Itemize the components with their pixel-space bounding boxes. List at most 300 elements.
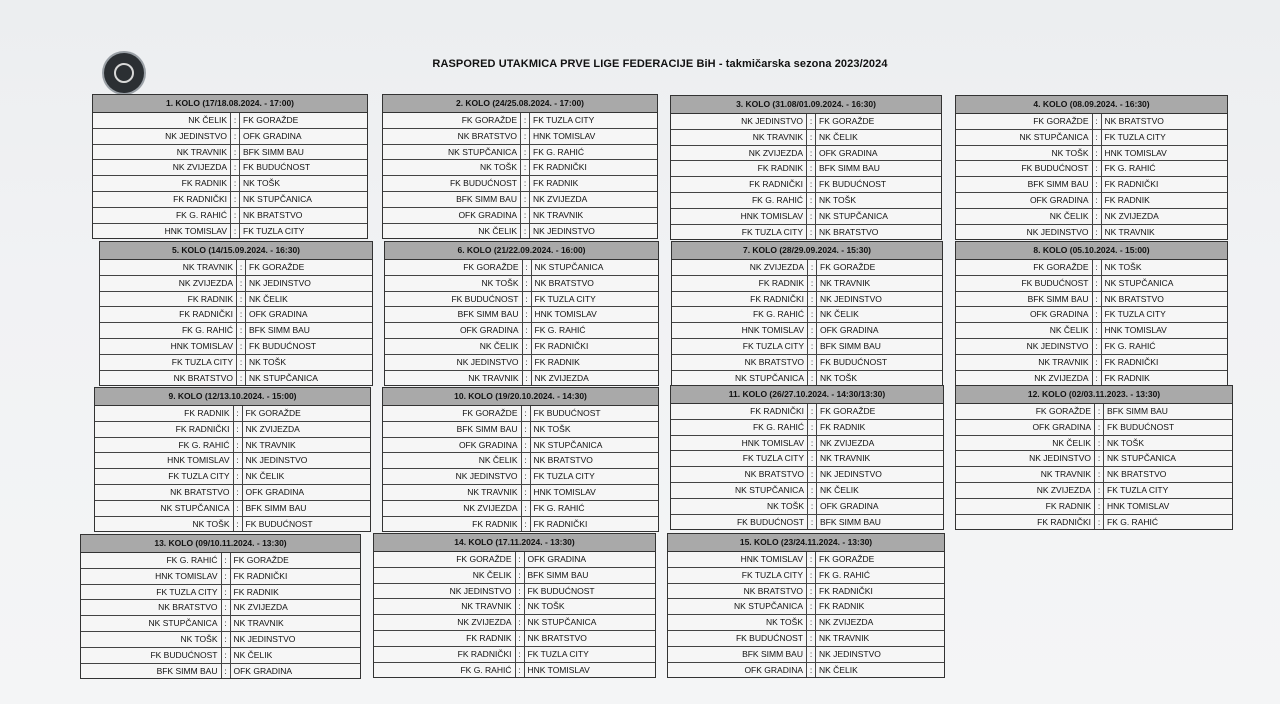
- away-team: FK TUZLA CITY: [1104, 309, 1166, 320]
- match-separator: :: [520, 176, 530, 191]
- away-team: BFK SIMM BAU: [249, 325, 310, 336]
- match-row: [93, 145, 367, 161]
- home-team: HNK TOMISLAV: [741, 325, 804, 336]
- away-team: FK RADNIK: [1104, 194, 1150, 205]
- away-team: NK JEDINSTVO: [533, 225, 595, 236]
- match-row: [671, 193, 941, 209]
- match-row: [93, 224, 367, 239]
- match-row: [671, 146, 941, 162]
- away-team: NK TRAVNIK: [245, 439, 296, 450]
- match-row: [93, 129, 367, 145]
- round-table: [382, 94, 658, 239]
- home-team: NK ČELIK: [479, 340, 519, 351]
- match-row: [374, 663, 655, 678]
- match-row: [956, 177, 1227, 193]
- match-separator: :: [233, 406, 243, 421]
- match-row: [383, 485, 658, 501]
- match-row: [671, 161, 941, 177]
- home-team: NK TOŠK: [481, 277, 519, 288]
- match-separator: :: [1092, 193, 1102, 208]
- match-separator: :: [236, 355, 246, 370]
- match-row: [95, 501, 370, 517]
- home-team: FK TUZLA CITY: [156, 586, 218, 597]
- home-team: FK TUZLA CITY: [742, 453, 804, 464]
- away-team: NK TRAVNIK: [820, 453, 871, 464]
- away-team: FK RADNIK: [533, 178, 579, 189]
- away-team: NK TOŠK: [249, 356, 287, 367]
- match-row: [671, 420, 943, 436]
- match-separator: :: [520, 145, 530, 160]
- home-team: NK ČELIK: [1049, 210, 1089, 221]
- round-header: 14. KOLO (17.11.2024. - 13:30): [374, 534, 655, 552]
- away-team: FK G. RAHIĆ: [533, 502, 585, 513]
- home-team: NK TOŠK: [180, 633, 218, 644]
- match-row: [93, 113, 367, 129]
- match-separator: :: [520, 224, 530, 239]
- away-team: NK TRAVNIK: [233, 618, 284, 629]
- away-team: NK STUPČANICA: [1107, 453, 1176, 464]
- match-separator: :: [806, 584, 816, 599]
- match-separator: :: [521, 501, 531, 516]
- home-team: NK TOŠK: [479, 162, 517, 173]
- away-team: OFK GRADINA: [243, 130, 302, 141]
- match-separator: :: [1092, 339, 1102, 354]
- match-separator: :: [521, 406, 531, 421]
- match-row: [383, 192, 657, 208]
- match-row: [671, 451, 943, 467]
- match-row: [668, 552, 944, 568]
- home-team: OFK GRADINA: [1029, 194, 1089, 205]
- away-team: HNK TOMISLAV: [533, 130, 596, 141]
- match-separator: :: [221, 664, 231, 679]
- away-team: FK GORAŽDE: [819, 554, 875, 564]
- match-row: [100, 307, 372, 323]
- match-row: [672, 339, 942, 355]
- match-separator: :: [221, 569, 231, 584]
- home-team: NK JEDINSTVO: [455, 471, 518, 482]
- away-team: NK JEDINSTVO: [820, 469, 882, 480]
- match-separator: :: [221, 648, 231, 663]
- away-team: NK STUPČANICA: [1104, 277, 1174, 288]
- match-separator: :: [230, 113, 240, 128]
- home-team: BFK SIMM BAU: [457, 309, 519, 320]
- match-separator: :: [236, 323, 246, 338]
- match-separator: :: [515, 568, 525, 583]
- away-team: NK TOŠK: [1107, 437, 1145, 448]
- home-team: HNK TOMISLAV: [170, 340, 233, 351]
- away-team: NK BRATSTVO: [527, 632, 587, 643]
- match-separator: :: [1094, 404, 1104, 419]
- away-team: NK JEDINSTVO: [249, 277, 311, 288]
- home-team: FK BUDUĆNOST: [449, 178, 517, 189]
- home-team: NK STUPČANICA: [735, 484, 804, 495]
- home-team: FK RADNIČKI: [749, 179, 803, 190]
- home-team: NK ZVIJEZDA: [178, 277, 233, 288]
- match-separator: :: [806, 130, 816, 145]
- match-row: [671, 404, 943, 420]
- match-separator: :: [807, 355, 817, 370]
- away-team: FK RADNIČKI: [233, 570, 288, 581]
- match-separator: :: [807, 260, 817, 275]
- away-team: FK TUZLA CITY: [243, 225, 305, 236]
- round-table: [671, 241, 943, 386]
- match-row: [374, 599, 655, 615]
- match-separator: :: [515, 599, 525, 614]
- match-row: [385, 260, 658, 276]
- match-separator: :: [515, 631, 525, 646]
- away-team: FK RADNIK: [534, 356, 580, 367]
- match-separator: :: [806, 663, 816, 678]
- match-row: [383, 517, 658, 532]
- home-team: FK RADNIK: [758, 277, 804, 288]
- match-separator: :: [230, 176, 240, 191]
- match-separator: :: [522, 323, 532, 338]
- home-team: FK BUDUĆNOST: [1021, 277, 1089, 288]
- away-team: FK RADNIK: [1104, 372, 1150, 383]
- match-row: [100, 371, 372, 386]
- match-row: [671, 436, 943, 452]
- away-team: FK GORAŽDE: [233, 555, 289, 565]
- match-separator: :: [522, 307, 532, 322]
- away-team: FK RADNIK: [819, 601, 865, 612]
- home-team: NK ČELIK: [478, 455, 518, 466]
- match-separator: :: [807, 436, 817, 451]
- match-row: [374, 552, 655, 568]
- home-team: NK ČELIK: [1049, 325, 1089, 336]
- away-team: NK STUPČANICA: [243, 193, 312, 204]
- home-team: NK ZVIJEZDA: [1036, 484, 1091, 495]
- match-separator: :: [230, 208, 240, 223]
- match-separator: :: [221, 600, 231, 615]
- home-team: NK TRAVNIK: [752, 131, 803, 142]
- match-separator: :: [807, 499, 817, 514]
- match-separator: :: [1092, 161, 1102, 176]
- home-team: BFK SIMM BAU: [1027, 179, 1089, 190]
- away-team: BFK SIMM BAU: [1107, 406, 1168, 416]
- home-team: NK BRATSTVO: [744, 469, 804, 480]
- match-row: [383, 422, 658, 438]
- match-row: [668, 568, 944, 584]
- match-row: [956, 209, 1227, 225]
- home-team: NK STUPČANICA: [448, 146, 517, 157]
- home-team: FK BUDUĆNOST: [150, 649, 218, 660]
- match-separator: :: [521, 485, 531, 500]
- match-row: [100, 339, 372, 355]
- away-team: NK TOŠK: [1104, 262, 1142, 272]
- away-team: NK ČELIK: [233, 649, 273, 660]
- match-row: [956, 404, 1232, 420]
- home-team: BFK SIMM BAU: [456, 423, 518, 434]
- home-team: FK BUDUĆNOST: [451, 293, 519, 304]
- match-separator: :: [233, 422, 243, 437]
- home-team: NK BRATSTVO: [158, 602, 218, 613]
- match-separator: :: [807, 339, 817, 354]
- home-team: NK STUPČANICA: [1019, 131, 1089, 142]
- home-team: NK STUPČANICA: [735, 372, 804, 383]
- match-separator: :: [1092, 177, 1102, 192]
- match-separator: :: [806, 631, 816, 646]
- away-team: NK BRATSTVO: [1104, 293, 1164, 304]
- home-team: NK TRAVNIK: [461, 601, 512, 612]
- match-row: [956, 420, 1232, 436]
- home-team: FK RADNIK: [184, 408, 230, 418]
- away-team: BFK SIMM BAU: [527, 569, 589, 580]
- match-separator: :: [806, 161, 816, 176]
- home-team: FK G. RAHIĆ: [175, 209, 227, 220]
- home-team: NK TOŠK: [765, 617, 803, 628]
- match-separator: :: [807, 467, 817, 482]
- away-team: NK ČELIK: [819, 664, 858, 675]
- match-row: [956, 193, 1227, 209]
- away-team: BFK SIMM BAU: [820, 516, 881, 527]
- away-team: FK GORAŽDE: [820, 262, 876, 272]
- home-team: FK GORAŽDE: [456, 554, 512, 564]
- match-row: [93, 192, 367, 208]
- match-separator: :: [221, 616, 231, 631]
- match-row: [956, 260, 1227, 276]
- match-separator: :: [1094, 515, 1104, 530]
- round-header: 9. KOLO (12/13.10.2024. - 15:00): [95, 388, 370, 406]
- match-row: [668, 663, 944, 678]
- match-row: [95, 485, 370, 501]
- home-team: NK JEDINSTVO: [456, 356, 519, 367]
- away-team: NK ZVIJEZDA: [819, 617, 874, 628]
- match-row: [383, 160, 657, 176]
- home-team: FK RADNIČKI: [179, 309, 233, 320]
- match-separator: :: [1094, 499, 1104, 514]
- away-team: HNK TOMISLAV: [1104, 147, 1167, 158]
- match-separator: :: [807, 483, 817, 498]
- home-team: OFK GRADINA: [1029, 309, 1089, 320]
- match-separator: :: [515, 615, 525, 630]
- match-separator: :: [806, 599, 816, 614]
- home-team: FK GORAŽDE: [1035, 406, 1091, 416]
- away-team: NK TRAVNIK: [819, 632, 870, 643]
- match-row: [383, 129, 657, 145]
- match-row: [100, 276, 372, 292]
- away-team: BFK SIMM BAU: [245, 502, 307, 513]
- away-team: FK TUZLA CITY: [527, 648, 589, 659]
- match-row: [668, 599, 944, 615]
- match-separator: :: [1092, 355, 1102, 370]
- home-team: OFK GRADINA: [744, 664, 803, 675]
- match-separator: :: [221, 632, 231, 647]
- away-team: FK RADNIK: [233, 586, 279, 597]
- round-header: 12. KOLO (02/03.11.2023. - 13:30): [956, 386, 1232, 404]
- match-separator: :: [515, 647, 525, 662]
- match-separator: :: [807, 292, 817, 307]
- match-separator: :: [522, 276, 532, 291]
- away-team: FK BUDUĆNOST: [243, 162, 311, 173]
- match-row: [93, 176, 367, 192]
- home-team: NK BRATSTVO: [457, 130, 517, 141]
- match-row: [671, 499, 943, 515]
- match-row: [672, 307, 942, 323]
- home-team: BFK SIMM BAU: [156, 665, 218, 676]
- home-team: NK TRAVNIK: [1038, 356, 1089, 367]
- away-team: OFK GRADINA: [527, 554, 587, 564]
- home-team: NK STUPČANICA: [160, 502, 230, 513]
- away-team: FK BUDUĆNOST: [1107, 421, 1175, 432]
- home-team: NK ZVIJEZDA: [748, 147, 803, 158]
- away-team: NK BRATSTVO: [534, 277, 594, 288]
- away-team: HNK TOMISLAV: [527, 664, 590, 675]
- match-row: [956, 323, 1227, 339]
- match-row: [81, 648, 360, 664]
- match-separator: :: [1092, 114, 1102, 129]
- match-row: [100, 260, 372, 276]
- home-team: FK GORAŽDE: [463, 262, 519, 272]
- match-separator: :: [221, 585, 231, 600]
- match-row: [81, 569, 360, 585]
- away-team: FK BUDUĆNOST: [533, 408, 601, 418]
- round-header: 4. KOLO (08.09.2024. - 16:30): [956, 96, 1227, 114]
- away-team: NK ZVIJEZDA: [533, 193, 588, 204]
- match-row: [95, 453, 370, 469]
- round-header: 1. KOLO (17/18.08.2024. - 17:00): [93, 95, 367, 113]
- away-team: FK TUZLA CITY: [1104, 131, 1166, 142]
- match-separator: :: [806, 114, 816, 129]
- match-separator: :: [1092, 371, 1102, 386]
- home-team: NK TOŠK: [766, 500, 804, 511]
- away-team: BFK SIMM BAU: [243, 146, 304, 157]
- match-row: [956, 146, 1227, 162]
- match-row: [374, 631, 655, 647]
- match-row: [374, 615, 655, 631]
- away-team: NK ZVIJEZDA: [534, 372, 589, 383]
- home-team: HNK TOMISLAV: [167, 455, 230, 466]
- match-row: [671, 515, 943, 530]
- home-team: HNK TOMISLAV: [155, 570, 218, 581]
- match-row: [383, 224, 657, 239]
- away-team: NK TRAVNIK: [533, 209, 584, 220]
- home-team: OFK GRADINA: [458, 209, 517, 220]
- match-separator: :: [515, 584, 525, 599]
- home-team: FK G. RAHIĆ: [460, 664, 512, 675]
- home-team: NK ČELIK: [1052, 437, 1091, 448]
- home-team: FK BUDUĆNOST: [736, 516, 804, 527]
- away-team: FK RADNIČKI: [533, 162, 587, 173]
- home-team: FK G. RAHIĆ: [166, 555, 218, 565]
- away-team: NK STUPČANICA: [819, 210, 888, 221]
- match-separator: :: [515, 663, 525, 678]
- away-team: NK JEDINSTVO: [245, 455, 308, 466]
- round-table: [382, 387, 659, 532]
- away-team: FK BUDUĆNOST: [819, 179, 887, 190]
- match-separator: :: [807, 276, 817, 291]
- page-title: RASPORED UTAKMICA PRVE LIGE FEDERACIJE BiH - takmičarska sezona 2023/2024: [432, 58, 888, 70]
- home-team: FK RADNIK: [187, 293, 233, 304]
- home-team: NK TRAVNIK: [176, 146, 227, 157]
- match-row: [374, 568, 655, 584]
- home-team: FK TUZLA CITY: [741, 569, 803, 580]
- away-team: NK ČELIK: [249, 293, 288, 304]
- match-separator: :: [233, 469, 243, 484]
- away-team: NK BRATSTVO: [533, 455, 593, 466]
- match-row: [383, 113, 657, 129]
- match-row: [385, 323, 658, 339]
- away-team: FK G. RAHIĆ: [534, 325, 586, 336]
- away-team: NK ZVIJEZDA: [820, 437, 875, 448]
- away-team: OFK GRADINA: [233, 665, 293, 676]
- round-table: [94, 387, 371, 532]
- match-row: [672, 371, 942, 386]
- match-row: [671, 225, 941, 240]
- home-team: NK TRAVNIK: [1040, 469, 1091, 480]
- match-separator: :: [1092, 260, 1102, 275]
- match-separator: :: [522, 292, 532, 307]
- away-team: NK ČELIK: [820, 484, 859, 495]
- away-team: OFK GRADINA: [249, 309, 308, 320]
- match-separator: :: [1092, 130, 1102, 145]
- away-team: OFK GRADINA: [820, 325, 879, 336]
- away-team: NK TOŠK: [243, 178, 281, 189]
- home-team: FK RADNIČKI: [1037, 516, 1091, 527]
- match-row: [374, 584, 655, 600]
- match-row: [95, 469, 370, 485]
- away-team: NK TOŠK: [527, 601, 565, 612]
- match-row: [956, 276, 1227, 292]
- round-table: [99, 241, 373, 386]
- home-team: FK TUZLA CITY: [742, 340, 804, 351]
- home-team: FK G. RAHIĆ: [752, 421, 804, 432]
- match-separator: :: [1092, 307, 1102, 322]
- away-team: FK RADNIČKI: [819, 585, 873, 596]
- home-team: NK ZVIJEZDA: [463, 502, 518, 513]
- round-table: [373, 533, 656, 678]
- home-team: FK RADNIČKI: [173, 193, 227, 204]
- match-row: [671, 467, 943, 483]
- match-separator: :: [1094, 436, 1104, 451]
- away-team: FK RADNIČKI: [1104, 179, 1159, 190]
- away-team: FK G. RAHIĆ: [1107, 516, 1159, 527]
- away-team: FK GORAŽDE: [820, 406, 876, 416]
- match-row: [374, 647, 655, 663]
- home-team: BFK SIMM BAU: [1027, 293, 1089, 304]
- match-row: [385, 355, 658, 371]
- match-separator: :: [520, 113, 530, 128]
- match-separator: :: [521, 422, 531, 437]
- match-row: [956, 114, 1227, 130]
- away-team: FK TUZLA CITY: [533, 471, 595, 482]
- match-separator: :: [236, 371, 246, 386]
- match-row: [671, 130, 941, 146]
- home-team: FK GORAŽDE: [462, 408, 518, 418]
- away-team: NK JEDINSTVO: [233, 633, 296, 644]
- away-team: NK JEDINSTVO: [819, 648, 881, 659]
- match-row: [81, 600, 360, 616]
- match-row: [672, 260, 942, 276]
- home-team: FK TUZLA CITY: [741, 226, 803, 237]
- away-team: NK TOŠK: [819, 194, 857, 205]
- away-team: NK TRAVNIK: [820, 277, 871, 288]
- home-team: NK ZVIJEZDA: [457, 617, 512, 628]
- home-team: NK TOŠK: [1051, 147, 1089, 158]
- match-separator: :: [522, 260, 532, 275]
- home-team: NK ČELIK: [472, 569, 512, 580]
- match-row: [383, 469, 658, 485]
- match-separator: :: [230, 145, 240, 160]
- match-row: [383, 208, 657, 224]
- match-separator: :: [522, 371, 532, 386]
- away-team: NK ČELIK: [819, 131, 858, 142]
- home-team: NK JEDINSTVO: [165, 130, 227, 141]
- home-team: NK JEDINSTVO: [449, 585, 512, 596]
- home-team: NK TRAVNIK: [468, 372, 519, 383]
- round-table: [955, 95, 1228, 240]
- match-separator: :: [230, 160, 240, 175]
- home-team: NK ČELIK: [188, 115, 227, 125]
